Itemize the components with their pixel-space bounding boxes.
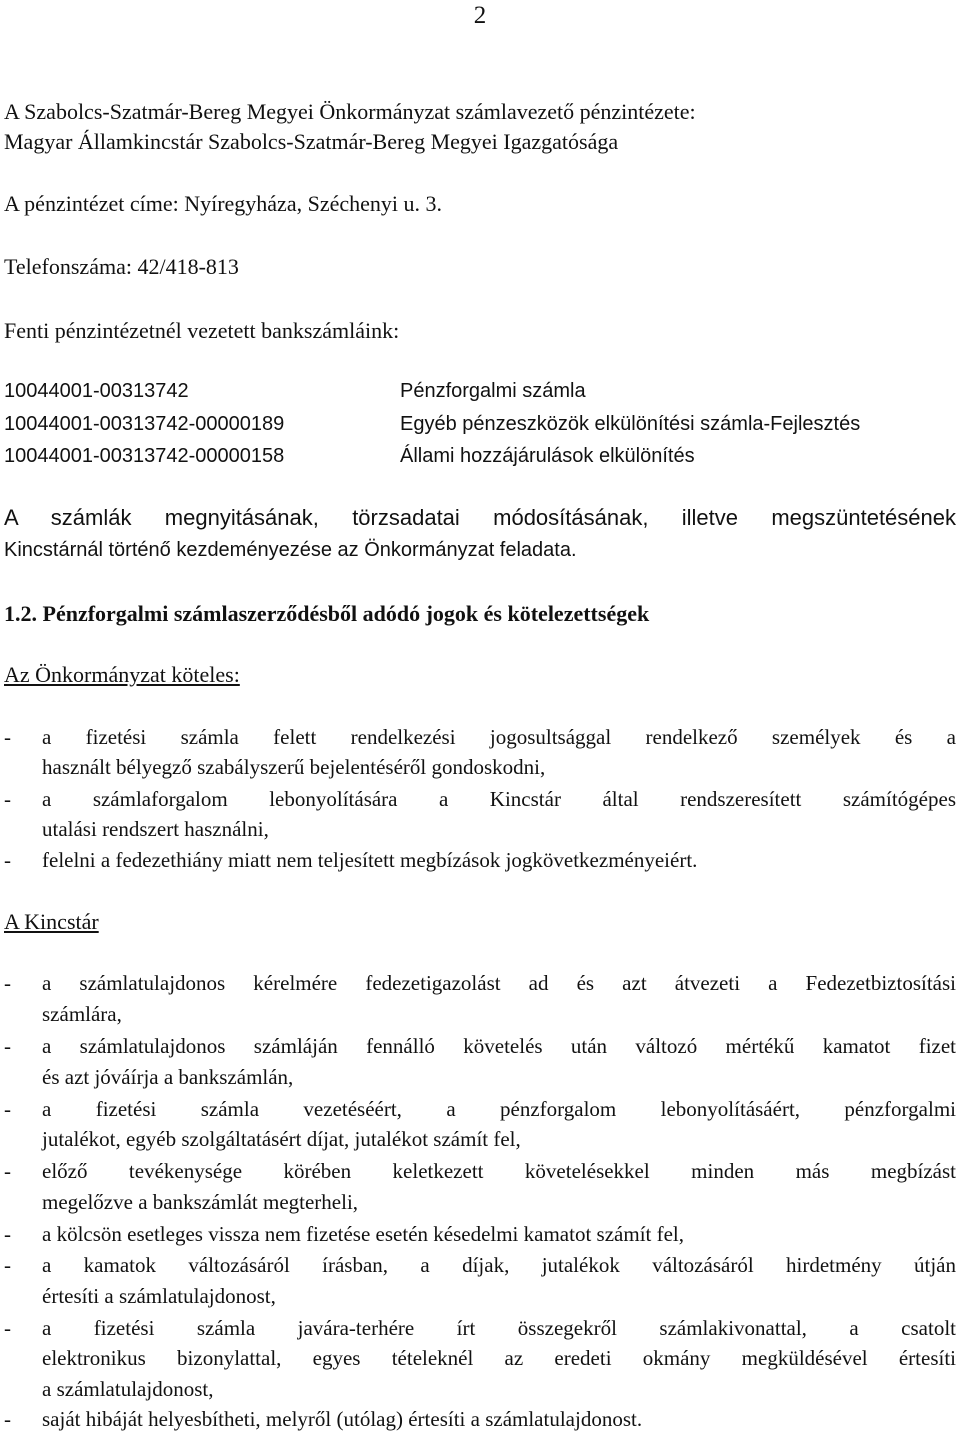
list-dash: - (4, 1034, 11, 1058)
list-item-line: a fizetési számla javára-terhére írt összegekről számlakivonattal, a csatolt (42, 1316, 956, 1340)
list-dash: - (4, 1097, 11, 1121)
list-item (4, 1250, 956, 1280)
list-item-line: számlára, (42, 1002, 122, 1026)
account-number: 10044001-00313742-00000189 (4, 413, 285, 435)
list-item (4, 1031, 956, 1061)
bank-address: A pénzintézet címe: Nyíregyháza, Széchenyi u. 3. (4, 191, 442, 216)
list-dash: - (4, 1253, 11, 1277)
list-item-line: a kamatok változásáról írásban, a díjak, jutalékok változásáról hirdetmény útján (42, 1253, 956, 1277)
list-item-line: értesíti a számlatulajdonost, (42, 1284, 276, 1308)
list-item-line: felelni a fedezethiány miatt nem teljesített megbízások jogkövetkezményeiért. (42, 848, 698, 872)
list-item (4, 1094, 956, 1124)
accounts-note-line1: A számlák megnyitásának, törzsadatai módosításának, illetve megszüntetésének (4, 505, 956, 530)
list-item-line: utalási rendszert használni, (42, 817, 269, 841)
list-item-line: a számlaforgalom lebonyolítására a Kincstár által rendszeresített számítógépes (42, 787, 956, 811)
bank-heading-line1: A Szabolcs-Szatmár-Bereg Megyei Önkormányzat számlavezető pénzintézete: (4, 99, 696, 124)
account-number: 10044001-00313742-00000158 (4, 445, 285, 467)
list-item (4, 1156, 956, 1186)
list-item-line: a számlatulajdonos kérelmére fedezetigazolást ad és azt átvezeti a Fedezetbiztosítási (42, 971, 956, 995)
list-item-line: a fizetési számla vezetéséért, a pénzforgalom lebonyolításáért, pénzforgalmi (42, 1097, 956, 1121)
list-dash: - (4, 971, 11, 995)
list-dash: - (4, 1407, 11, 1431)
list-dash: - (4, 725, 11, 749)
list-item (4, 1313, 956, 1343)
list-dash: - (4, 1222, 11, 1246)
page-number: 2 (473, 2, 487, 29)
list-item (4, 1404, 956, 1434)
bank-phone: Telefonszáma: 42/418-813 (4, 254, 239, 279)
list-dash: - (4, 787, 11, 811)
bank-heading-line2: Magyar Államkincstár Szabolcs-Szatmár-Bereg Megyei Igazgatósága (4, 129, 619, 154)
list-item-line: a kölcsön esetleges vissza nem fizetése esetén késedelmi kamatot számít fel, (42, 1222, 685, 1246)
account-name: Egyéb pénzeszközök elkülönítési számla-Fejlesztés (400, 413, 861, 435)
list-item (4, 1219, 956, 1249)
list-item-line: használt bélyegző szabályszerű bejelentéséről gondoskodni, (42, 755, 546, 779)
list-item (4, 784, 956, 814)
list-dash: - (4, 848, 11, 872)
accounts-intro: Fenti pénzintézetnél vezetett bankszámláink: (4, 318, 400, 343)
list-item-line: jutalékot, egyéb szolgáltatásért díjat, jutalékot számít fel, (42, 1127, 521, 1151)
list-item (4, 722, 956, 752)
list-item-line: a számlatulajdonos számláján fennálló követelés után változó mértékű kamatot fizet (42, 1034, 956, 1058)
list-item-line: elektronikus bizonylattal, egyes tételeknél az eredeti okmány megküldésével értesíti (42, 1346, 956, 1370)
list-dash: - (4, 1159, 11, 1183)
list-item-line: megelőzve a bankszámlát megterheli, (42, 1190, 359, 1214)
list-item-line: és azt jóváírja a bankszámlán, (42, 1065, 294, 1089)
section-heading: 1.2. Pénzforgalmi számlaszerződésből adódó jogok és kötelezettségek (4, 601, 650, 626)
account-name: Állami hozzájárulások elkülönítés (400, 445, 695, 467)
list-item (4, 845, 956, 875)
list-item-line: a fizetési számla felett rendelkezési jogosultsággal rendelkező személyek és a (42, 725, 956, 749)
list-item-line: saját hibáját helyesbítheti, melyről (utólag) értesíti a számlatulajdonost. (42, 1407, 643, 1431)
list-dash: - (4, 1316, 11, 1340)
account-name: Pénzforgalmi számla (400, 380, 586, 402)
list-item-line: előző tevékenysége körében keletkezett követelésekkel minden más megbízást (42, 1159, 956, 1183)
onkormanyzat-heading: Az Önkormányzat köteles: (4, 662, 240, 687)
accounts-note-line2: Kincstárnál történő kezdeményezése az Önkormányzat feladata. (4, 539, 577, 561)
kincstar-heading: A Kincstár (4, 909, 99, 934)
list-item (4, 968, 956, 998)
account-number: 10044001-00313742 (4, 380, 189, 402)
list-item-line: a számlatulajdonost, (42, 1377, 214, 1401)
